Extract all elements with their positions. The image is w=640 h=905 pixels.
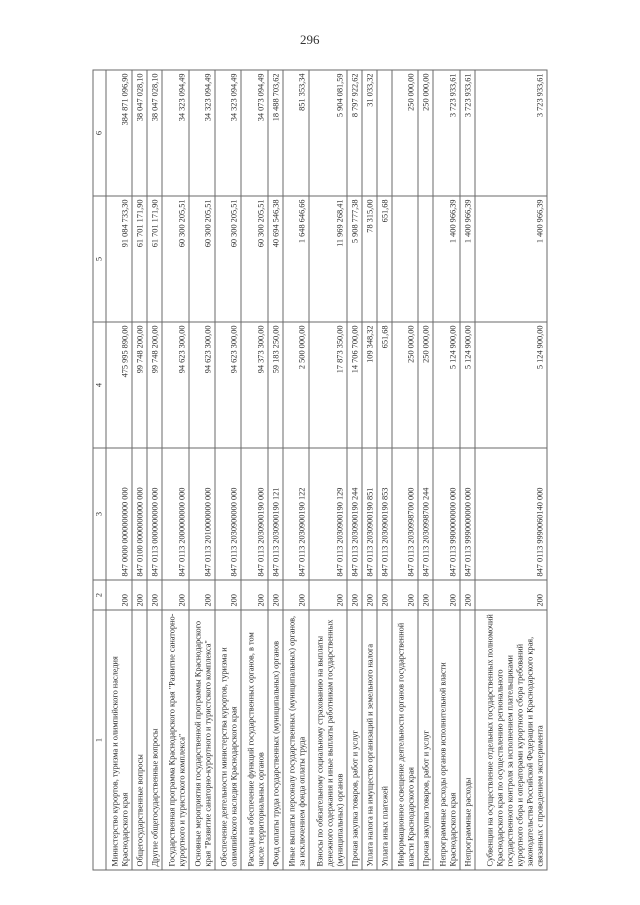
cell-c4: 94 623 300,00 (189, 322, 215, 448)
cell-c4: 99 748 200,00 (147, 322, 162, 448)
cell-c4: 250 000,00 (392, 322, 418, 448)
cell-c6: 250 000,00 (418, 70, 433, 196)
cell-c6: 38 047 028,10 (147, 70, 162, 196)
table-row (147, 70, 162, 870)
cell-c6 (377, 70, 392, 196)
cell-code: 200 (106, 580, 132, 610)
cell-c4: 651,68 (377, 322, 392, 448)
cell-c6: 3 723 933,61 (433, 70, 459, 196)
cell-code: 200 (283, 580, 309, 610)
cell-name: Фонд оплаты труда государственных (муниципальных) органов (268, 610, 283, 870)
table-row (189, 70, 215, 870)
cell-c6: 3 723 933,61 (475, 70, 547, 196)
cell-name: Непрограммные расходы органов исполнительной власти Краснодарского края (433, 610, 459, 870)
cell-c6: 34 323 094,49 (215, 70, 241, 196)
cell-name: Уплата иных платежей (377, 610, 392, 870)
cell-c4: 109 348,32 (362, 322, 377, 448)
cell-c4: 17 873 350,00 (309, 322, 347, 448)
table-row (460, 70, 475, 870)
cell-c5: 651,68 (377, 196, 392, 322)
cell-cls: 847 0113 2030998700 000 (392, 448, 418, 580)
cell-c4: 94 373 300,00 (241, 322, 267, 448)
cell-c6: 250 000,00 (392, 70, 418, 196)
cell-name: Обеспечение деятельности министерства курортов, туризма и олимпийского наследия Краснодарского края (215, 610, 241, 870)
cell-c4: 14 706 700,00 (347, 322, 362, 448)
header-cell: 2 (93, 580, 106, 610)
cell-name: Непрограммные расходы (460, 610, 475, 870)
cell-code: 200 (309, 580, 347, 610)
cell-c4: 2 500 000,00 (283, 322, 309, 448)
cell-c5: 1 400 966,39 (460, 196, 475, 322)
cell-cls: 847 0113 2010000000 000 (189, 448, 215, 580)
cell-name: Другие общегосударственные вопросы (147, 610, 162, 870)
cell-c6: 34 323 094,49 (162, 70, 188, 196)
cell-code: 200 (215, 580, 241, 610)
cell-code: 200 (362, 580, 377, 610)
cell-c5: 60 300 205,51 (241, 196, 267, 322)
cell-name: Прочая закупка товаров, работ и услуг (418, 610, 433, 870)
cell-name: Субвенции на осуществление отдельных государственных полномочий Краснодарского края по осуществлению регионального государственного контроля за исполнением плательщиками курортного сбора и операторами курортного сбора требований законодательства Российской Федерации и Краснодарского края, связанных с проведением эксперимента (475, 610, 547, 870)
cell-c4: 99 748 200,00 (132, 322, 147, 448)
cell-c4: 5 124 900,00 (433, 322, 459, 448)
table-row (106, 70, 132, 870)
header-cell: 3 (93, 448, 106, 580)
cell-code: 200 (147, 580, 162, 610)
cell-code: 200 (418, 580, 433, 610)
header-cell: 4 (93, 322, 106, 448)
cell-code: 200 (475, 580, 547, 610)
page-number: 296 (300, 32, 320, 47)
cell-c5 (392, 196, 418, 322)
cell-c5: 61 701 171,90 (147, 196, 162, 322)
cell-code: 200 (162, 580, 188, 610)
cell-cls: 847 0113 2030900190 000 (241, 448, 267, 580)
cell-name: Уплата налога на имущество организаций и земельного налога (362, 610, 377, 870)
cell-c5: 1 400 966,39 (475, 196, 547, 322)
cell-cls: 847 0113 2030900190 121 (268, 448, 283, 580)
cell-c4: 94 623 300,00 (162, 322, 188, 448)
cell-c6: 8 797 922,62 (347, 70, 362, 196)
cell-cls: 847 0000 0000000000 000 (106, 448, 132, 580)
cell-code: 200 (433, 580, 459, 610)
table-row (162, 70, 188, 870)
cell-cls: 847 0113 2030900190 851 (362, 448, 377, 580)
cell-name: Прочая закупка товаров, работ и услуг (347, 610, 362, 870)
cell-code: 200 (392, 580, 418, 610)
table-row (309, 70, 347, 870)
table-row (362, 70, 377, 870)
budget-table-container (93, 71, 548, 871)
cell-cls: 847 0113 2030900190 853 (377, 448, 392, 580)
cell-cls: 847 0113 2030900190 122 (283, 448, 309, 580)
cell-c6: 31 033,32 (362, 70, 377, 196)
cell-c6: 5 904 081,59 (309, 70, 347, 196)
cell-cls: 847 0113 9990060140 000 (475, 448, 547, 580)
table-row (392, 70, 418, 870)
table-body (106, 70, 547, 870)
cell-c4: 475 995 890,00 (106, 322, 132, 448)
cell-c6: 38 047 028,10 (132, 70, 147, 196)
cell-c4: 59 183 250,00 (268, 322, 283, 448)
cell-cls: 847 0113 9900000000 000 (433, 448, 459, 580)
cell-code: 200 (268, 580, 283, 610)
cell-code: 200 (189, 580, 215, 610)
header-cell: 6 (93, 70, 106, 196)
cell-cls: 847 0113 2030998700 244 (418, 448, 433, 580)
cell-code: 200 (460, 580, 475, 610)
cell-name: Расходы на обеспечение функций государственных органов, в том числе территориальных органов (241, 610, 267, 870)
cell-cls: 847 0113 2000000000 000 (162, 448, 188, 580)
cell-c5: 1 400 966,39 (433, 196, 459, 322)
cell-code: 200 (377, 580, 392, 610)
cell-c5: 60 300 205,51 (189, 196, 215, 322)
cell-cls: 847 0113 2030900190 129 (309, 448, 347, 580)
cell-c5: 60 300 205,51 (162, 196, 188, 322)
cell-name: Государственная программа Краснодарского края "Развитие санаторно-курортного и туристского комплекса" (162, 610, 188, 870)
cell-c5: 40 694 546,38 (268, 196, 283, 322)
table-row (268, 70, 283, 870)
cell-cls: 847 0100 0000000000 000 (132, 448, 147, 580)
table-row (377, 70, 392, 870)
table-row (132, 70, 147, 870)
cell-c6: 18 488 703,62 (268, 70, 283, 196)
cell-c6: 851 353,34 (283, 70, 309, 196)
cell-c6: 34 323 094,49 (189, 70, 215, 196)
cell-c4: 5 124 900,00 (460, 322, 475, 448)
cell-c5: 11 969 268,41 (309, 196, 347, 322)
header-cell: 5 (93, 196, 106, 322)
cell-c6: 3 723 933,61 (460, 70, 475, 196)
header-row (93, 70, 106, 870)
table-row (283, 70, 309, 870)
table-row (433, 70, 459, 870)
cell-c6: 34 073 094,49 (241, 70, 267, 196)
cell-name: Взносы по обязательному социальному страхованию на выплаты денежного содержания и иные выплаты работникам государственных (муниципальных) органов (309, 610, 347, 870)
cell-name: Иные выплаты персоналу государственных (муниципальных) органов, за исключением фонда оплаты труда (283, 610, 309, 870)
cell-c5: 61 701 171,90 (132, 196, 147, 322)
budget-table (93, 70, 548, 871)
cell-c5: 1 648 646,66 (283, 196, 309, 322)
table-row (241, 70, 267, 870)
cell-name: Министерство курортов, туризма и олимпийского наследия Краснодарского края (106, 610, 132, 870)
cell-c4: 5 124 900,00 (475, 322, 547, 448)
table-row (347, 70, 362, 870)
cell-c5: 5 908 777,38 (347, 196, 362, 322)
cell-code: 200 (132, 580, 147, 610)
cell-code: 200 (347, 580, 362, 610)
cell-cls: 847 0113 2030900000 000 (215, 448, 241, 580)
cell-c5: 91 084 733,30 (106, 196, 132, 322)
cell-name: Информационное освещение деятельности органов государственной власти Краснодарского края (392, 610, 418, 870)
cell-cls: 847 0113 0000000000 000 (147, 448, 162, 580)
cell-c5: 60 300 205,51 (215, 196, 241, 322)
cell-name: Общегосударственные вопросы (132, 610, 147, 870)
cell-cls: 847 0113 9990000000 000 (460, 448, 475, 580)
table-row (475, 70, 547, 870)
cell-cls: 847 0113 2030900190 244 (347, 448, 362, 580)
cell-c5 (418, 196, 433, 322)
cell-code: 200 (241, 580, 267, 610)
cell-c4: 250 000,00 (418, 322, 433, 448)
cell-name: Основные мероприятия государственной программы Краснодарского края "Развитие санаторно-курортного и туристского комплекса" (189, 610, 215, 870)
table-row (215, 70, 241, 870)
table-row (418, 70, 433, 870)
cell-c4: 94 623 300,00 (215, 322, 241, 448)
cell-c6: 384 871 096,90 (106, 70, 132, 196)
cell-c5: 78 315,00 (362, 196, 377, 322)
header-cell: 1 (93, 610, 106, 870)
